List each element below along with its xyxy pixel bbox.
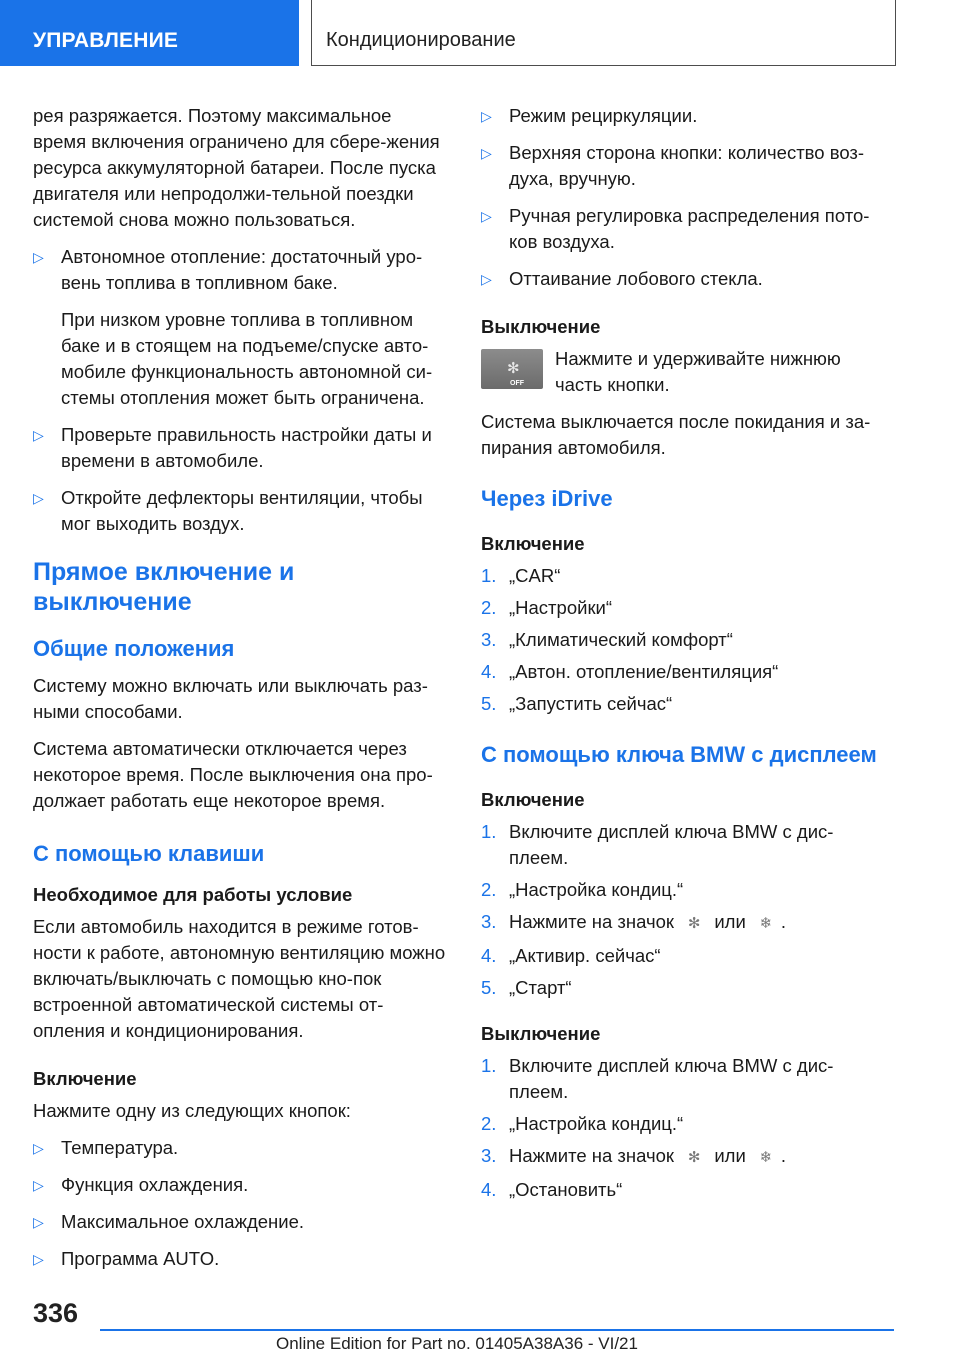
paragraph: Нажмите и удерживайте нижнюю часть кнопки. xyxy=(555,348,841,395)
step-number: 1. xyxy=(481,821,497,842)
triangle-bullet-icon: ▷ xyxy=(481,208,492,224)
step-text-prefix: Нажмите на значок xyxy=(509,911,675,932)
list-item-text: Режим рециркуляции. xyxy=(509,105,698,126)
triangle-bullet-icon: ▷ xyxy=(33,427,44,443)
step-number: 3. xyxy=(481,629,497,650)
list-item xyxy=(33,1246,449,1272)
step-number: 1. xyxy=(481,1055,497,1076)
numbered-step xyxy=(481,819,886,871)
numbered-step xyxy=(481,563,886,589)
list-item-text: Программа AUTO. xyxy=(61,1248,220,1269)
step-text: Включите дисплей ключа BMW с дис-плеем. xyxy=(509,821,834,868)
subsection-heading: С помощью клавиши xyxy=(33,841,265,866)
list-item-text: Ручная регулировка распределения пото-ков воздуха. xyxy=(509,205,870,252)
subsection-heading: С помощью ключа BMW с дисплеем xyxy=(481,742,877,767)
subsection-heading: Общие положения xyxy=(33,636,235,661)
list-item xyxy=(33,244,449,296)
numbered-step xyxy=(481,659,886,685)
subheading: Включение xyxy=(481,789,585,810)
list-item-text: Температура. xyxy=(61,1137,179,1158)
fan-icon: ✻ xyxy=(687,915,701,932)
list-item-text: Максимальное охлаждение. xyxy=(61,1211,305,1232)
footer-edition: Online Edition for Part no. 01405A38A36 - VI/21 xyxy=(276,1334,638,1353)
step-text: Нажмите на значок ✻ или ❄ . xyxy=(509,909,886,937)
step-number: 2. xyxy=(481,1113,497,1134)
numbered-step xyxy=(481,975,886,1001)
paragraph: Система автоматически отключается через некоторое время. После выключения она про-должает работать еще некоторое время. xyxy=(33,738,433,811)
section-heading: Прямое включение и выключение xyxy=(33,558,295,616)
step-number: 5. xyxy=(481,693,497,714)
section-tab xyxy=(0,0,299,66)
step-text: „Старт“ xyxy=(509,977,572,998)
list-item xyxy=(33,1172,449,1198)
step-text: „Остановить“ xyxy=(509,1179,623,1200)
numbered-step xyxy=(481,943,886,969)
right-column xyxy=(481,103,886,1209)
step-text: „Активир. сейчас“ xyxy=(509,945,661,966)
subheading: Выключение xyxy=(481,1023,601,1044)
list-item xyxy=(33,1209,449,1235)
triangle-bullet-icon: ▷ xyxy=(33,1140,44,1156)
list-item xyxy=(481,266,886,292)
fan-icon: ✻ xyxy=(687,1149,701,1166)
step-number: 1. xyxy=(481,565,497,586)
list-item-text: Откройте дефлекторы вентиляции, чтобы мог выходить воздух. xyxy=(61,487,423,534)
step-number: 4. xyxy=(481,945,497,966)
numbered-step xyxy=(481,1053,886,1105)
left-column xyxy=(33,103,449,1283)
list-item xyxy=(481,103,886,129)
paragraph: Система выключается после покидания и за-пирания автомобиля. xyxy=(481,411,871,458)
step-number: 2. xyxy=(481,879,497,900)
list-item-text: Верхняя сторона кнопки: количество воз-духа, вручную. xyxy=(509,142,865,189)
step-text: Нажмите на значок ✻ или ❄ . xyxy=(509,1143,886,1171)
step-text: „Климатический комфорт“ xyxy=(509,629,733,650)
step-text: Включите дисплей ключа BMW с дис-плеем. xyxy=(509,1055,834,1102)
list-item xyxy=(33,422,449,474)
paragraph: Нажмите одну из следующих кнопок: xyxy=(33,1100,351,1121)
chapter-tab xyxy=(311,0,896,66)
subheading: Включение xyxy=(481,533,585,554)
triangle-bullet-icon: ▷ xyxy=(33,490,44,506)
step-text: „Автон. отопление/вентиляция“ xyxy=(509,661,779,682)
step-text: „Настройка кондиц.“ xyxy=(509,879,684,900)
step-number: 4. xyxy=(481,1179,497,1200)
numbered-step xyxy=(481,877,886,903)
triangle-bullet-icon: ▷ xyxy=(481,271,492,287)
triangle-bullet-icon: ▷ xyxy=(33,249,44,265)
numbered-step xyxy=(481,627,886,653)
list-item-text: Функция охлаждения. xyxy=(61,1174,249,1195)
triangle-bullet-icon: ▷ xyxy=(33,1251,44,1267)
subheading: Необходимое для работы условие xyxy=(33,884,353,905)
step-text: „Настройка кондиц.“ xyxy=(509,1113,684,1134)
fan-icon: ✻ xyxy=(507,360,520,377)
subsection-heading: Через iDrive xyxy=(481,486,613,511)
numbered-step xyxy=(481,1177,886,1203)
numbered-step xyxy=(481,909,886,937)
triangle-bullet-icon: ▷ xyxy=(33,1214,44,1230)
section-title: УПРАВЛЕНИЕ xyxy=(33,29,179,52)
step-number: 5. xyxy=(481,977,497,998)
numbered-step xyxy=(481,1111,886,1137)
step-number: 2. xyxy=(481,597,497,618)
footer-divider xyxy=(100,1329,894,1331)
off-label: OFF xyxy=(510,380,524,387)
step-text: „Настройки“ xyxy=(509,597,613,618)
numbered-step xyxy=(481,691,886,717)
triangle-bullet-icon: ▷ xyxy=(481,145,492,161)
step-number: 4. xyxy=(481,661,497,682)
paragraph: Если автомобиль находится в режиме готов-ности к работе, автономную вентиляцию можно включать/выключать с помощью кно-пок встроенной автоматической системы от-опления и кондиционирования. xyxy=(33,916,446,1041)
list-item-text: Автономное отопление: достаточный уро-вень топлива в топливном баке. xyxy=(61,246,423,293)
list-item-text: Оттаивание лобового стекла. xyxy=(509,268,763,289)
paragraph: Систему можно включать или выключать раз-ными способами. xyxy=(33,675,428,722)
numbered-step xyxy=(481,595,886,621)
list-item xyxy=(481,203,886,255)
step-text: „Запустить сейчас“ xyxy=(509,693,673,714)
numbered-step xyxy=(481,1143,886,1171)
step-number: 3. xyxy=(481,1145,497,1166)
page-number: 336 xyxy=(33,1298,79,1328)
list-item xyxy=(33,1135,449,1161)
fan-manual-icon: ❄ xyxy=(759,1149,773,1166)
subheading: Включение xyxy=(33,1068,137,1089)
paragraph: При низком уровне топлива в топливном баке и в стоящем на подъеме/спуске авто-мобиле функциональность автономной си-стемы отопления может быть ограничена. xyxy=(61,309,433,408)
step-text-or: или xyxy=(714,1145,746,1166)
fan-manual-icon: ❄ xyxy=(759,915,773,932)
paragraph: рея разряжается. Поэтому максимальное время включения ограничено для сбере-жения ресурса аккумуляторной батареи. После пуска двигателя или непродолжи-тельной поездки системой снова можно пользоваться. xyxy=(33,105,440,230)
step-text: „CAR“ xyxy=(509,565,561,586)
list-item xyxy=(33,485,449,537)
button-illustration-row xyxy=(481,346,886,398)
list-item-text: Проверьте правильность настройки даты и времени в автомобиле. xyxy=(61,424,432,471)
step-text-prefix: Нажмите на значок xyxy=(509,1145,675,1166)
list-item xyxy=(481,140,886,192)
chapter-title: Кондиционирование xyxy=(326,29,516,51)
triangle-bullet-icon: ▷ xyxy=(481,108,492,124)
step-number: 3. xyxy=(481,911,497,932)
step-text-or: или xyxy=(714,911,746,932)
subheading: Выключение xyxy=(481,316,601,337)
triangle-bullet-icon: ▷ xyxy=(33,1177,44,1193)
fan-off-button-image xyxy=(481,349,543,389)
